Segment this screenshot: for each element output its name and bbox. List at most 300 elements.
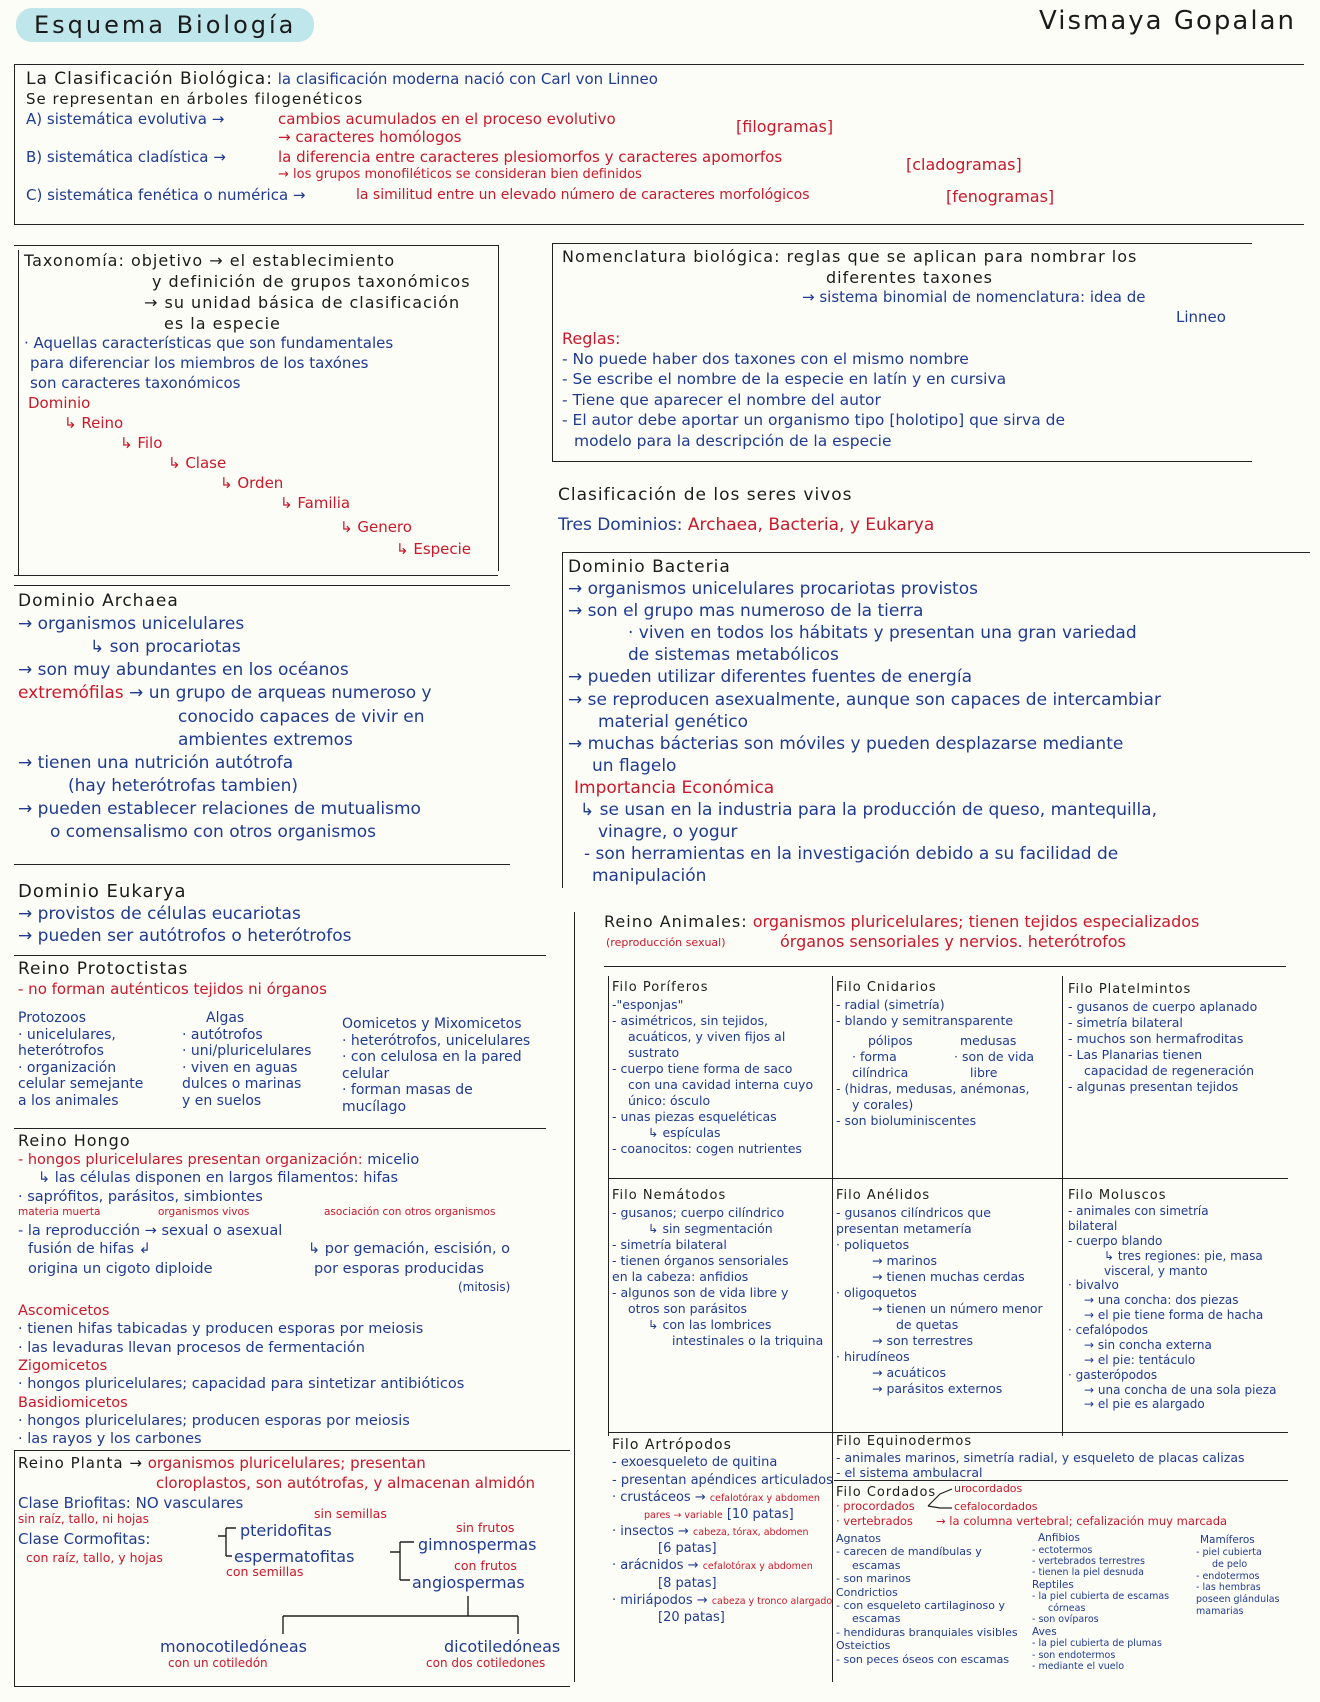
algas-column (182, 1010, 311, 1109)
filo-title: Filo Artrópodos (612, 1437, 732, 1453)
text-line: [10 patas] (726, 1506, 794, 1522)
pteridofitas: pteridofitas (240, 1521, 332, 1540)
text-line: · forman masas de (342, 1082, 473, 1099)
text-line: con un cotiledón (168, 1656, 268, 1670)
text-line: urocordados (954, 1482, 1023, 1495)
text-line: · crustáceos → (612, 1489, 706, 1505)
text-line: - exoesqueleto de quitina (612, 1455, 778, 1471)
text-line: organismos pluricelulares; presentan (147, 1454, 426, 1472)
extremofilas-label: extremófilas (18, 683, 124, 704)
eukarya-section (18, 880, 352, 948)
filo-poriferos (612, 980, 813, 1157)
text-line: · oligoquetos (836, 1284, 917, 1300)
divider (14, 1450, 15, 1686)
divider (18, 250, 19, 576)
text-line: - gusanos; cuerpo cilíndrico (612, 1204, 785, 1220)
rank-clase: ↳ Clase (168, 453, 227, 472)
text-line: micelio (367, 1152, 420, 1169)
text-line: escamas (852, 1612, 901, 1626)
divider (498, 245, 499, 571)
text-line: - no forman auténticos tejidos ni órganos (18, 980, 327, 999)
text-line: sin raíz, tallo, ni hojas (18, 1512, 149, 1526)
text-line: sustrato (628, 1044, 680, 1060)
filo-title: Filo Platelmintos (1068, 982, 1192, 997)
text-line: heterótrofos (18, 1043, 104, 1060)
text-line: (hay heterótrofas tambien) (68, 775, 299, 796)
divider (1062, 976, 1063, 1436)
divider (14, 585, 510, 586)
section-subtitle: la clasificación moderna nació con Carl von Linneo (277, 70, 658, 88)
intro-text: Se representan en árboles filogenéticos (26, 90, 364, 109)
text-line: dulces o marinas (182, 1076, 302, 1093)
text-a1: cambios acumulados en el proceso evolutivo (278, 110, 616, 129)
text-line: · miriápodos → (612, 1592, 708, 1608)
text-line: visceral, y manto (1104, 1263, 1208, 1278)
text-line: intestinales o la triquina (672, 1332, 824, 1348)
text-line: escamas (852, 1558, 901, 1572)
text-line: · viven en aguas (182, 1059, 298, 1076)
column-heading: Protozoos (18, 1010, 87, 1026)
divider (604, 966, 1286, 967)
class-heading: Mamíferos (1200, 1534, 1255, 1546)
text-line: · son de vida (954, 1048, 1035, 1064)
text-line: para diferenciar los miembros de los taxónes (30, 354, 369, 373)
reglas-heading: Reglas: (562, 328, 621, 348)
text-line: - la reproducción → sexual o asexual (18, 1222, 283, 1239)
protoctistas-section (18, 958, 327, 1000)
tag-b: [cladogramas] (906, 155, 1022, 175)
text-line: → provistos de células eucariotas (18, 904, 301, 925)
text-line: → el pie tiene forma de hacha (1084, 1308, 1264, 1323)
text-line: - hendiduras branquiales visibles (836, 1625, 1018, 1639)
text-line: - piel cubierta (1196, 1547, 1262, 1559)
rule-item: - El autor debe aportar un organismo tipo [holotipo] que sirva de (562, 411, 1065, 430)
text-line: a los animales (18, 1092, 119, 1109)
text-line: · viven en todos los hábitats y presentan una gran variedad (628, 623, 1137, 644)
divider (14, 64, 15, 224)
text-line: - tienen órganos sensoriales (612, 1252, 789, 1268)
taxonomia-section (24, 250, 471, 560)
text-line: → tienen un número menor (872, 1300, 1043, 1316)
text-line: - muchos son hermafroditas (1068, 1030, 1244, 1046)
text-line: - simetría bilateral (612, 1236, 727, 1252)
text-line: material genético (598, 711, 748, 732)
divider (552, 243, 1252, 244)
text-line: → marinos (872, 1252, 937, 1268)
text-line: con una cavidad interna cuyo (628, 1076, 814, 1092)
text-line: → son terrestres (872, 1332, 974, 1348)
section-title: La Clasificación Biológica: (26, 69, 273, 89)
text-line: de pelo (1212, 1558, 1248, 1570)
bacteria-section (568, 556, 1161, 887)
filo-cnidarios (836, 980, 1035, 1129)
text-line: · vertebrados (836, 1514, 913, 1528)
subgroup-heading: Zigomicetos (18, 1358, 108, 1375)
text-line: único: ósculo (628, 1092, 711, 1108)
protoctistas-title: Reino Protoctistas (18, 959, 189, 979)
planta-title: Reino Planta → (18, 1454, 143, 1472)
text-line: · Aquellas características que son fundamentales (24, 334, 394, 353)
text-line: ↳ son procariotas (90, 637, 241, 658)
text-line: · arácnidos → (612, 1558, 699, 1574)
text-line: (mitosis) (458, 1280, 511, 1295)
class-heading: Anfibios (1038, 1532, 1080, 1544)
animales-title: Reino Animales: (604, 912, 748, 931)
divider (562, 552, 563, 888)
tres-dominios-label: Tres Dominios: (558, 515, 683, 536)
divider (14, 1128, 546, 1129)
filo-moluscos (1068, 1188, 1276, 1412)
angiospermas: angiospermas (412, 1573, 525, 1592)
text-line: cabeza y tronco alargado (711, 1595, 833, 1607)
text-line: en la cabeza: anfidios (612, 1268, 749, 1284)
text-line: ↳ sin segmentación (648, 1220, 773, 1236)
hongo-title: Reino Hongo (18, 1131, 131, 1150)
text-line: y definición de grupos taxonómicos (152, 272, 471, 292)
text-b2: → los grupos monofiléticos se consideran bien definidos (278, 167, 642, 183)
text-line: - gusanos cilíndricos que (836, 1204, 991, 1220)
text-line: con dos cotiledones (426, 1656, 546, 1670)
divider (608, 1178, 1288, 1179)
tag-a: [filogramas] (736, 117, 834, 137)
text-line: → una concha: dos piezas (1084, 1293, 1239, 1308)
text-line: - blando y semitransparente (836, 1012, 1014, 1028)
text-line: otros son parásitos (628, 1300, 748, 1316)
column-heading: Oomicetos y Mixomicetos (342, 1016, 522, 1032)
text-line: · procordados (836, 1499, 915, 1513)
text-line: son caracteres taxonómicos (30, 374, 241, 393)
text-line: - son herramientas en la investigación debido a su facilidad de (584, 844, 1119, 865)
filo-equinodermos (836, 1434, 1245, 1480)
text-line: vinagre, o yogur (598, 822, 738, 843)
text-line: - (hidras, medusas, anémonas, (836, 1080, 1030, 1096)
text-line: mucílago (342, 1098, 407, 1115)
divider (608, 1432, 1288, 1433)
text-line: es la especie (164, 314, 281, 334)
text-line: ↳ tres regiones: pie, masa (1104, 1248, 1263, 1263)
eukarya-title: Dominio Eukarya (18, 881, 187, 902)
rank-genero: ↳ Genero (340, 517, 412, 536)
text-line: · bivalvo (1068, 1278, 1119, 1293)
taxonomy-hierarchy (24, 394, 471, 560)
planta-diagram (18, 1492, 561, 1682)
tres-dominios-value: Archaea, Bacteria, y Eukarya (687, 515, 935, 536)
rank-dominio: Dominio (28, 393, 91, 412)
text-line: - Las Planarias tienen (1068, 1046, 1203, 1062)
text-line: ↳ las células disponen en largos filamentos: hifas (38, 1170, 399, 1187)
text-line: → pueden ser autótrofos o heterótrofos (18, 926, 352, 947)
text-line: - tienen la piel desnuda (1032, 1567, 1144, 1579)
planta-section (18, 1454, 535, 1493)
divider (562, 552, 1310, 553)
text-line: → organismos unicelulares (18, 614, 245, 635)
text-line: cefalocordados (954, 1500, 1038, 1513)
text-line: - mediante el vuelo (1032, 1660, 1125, 1672)
text-line: cefalotórax y abdomen (709, 1492, 820, 1504)
filo-platelmintos (1068, 982, 1257, 1095)
text-line: mamarias (1196, 1605, 1244, 1617)
filo-title: Filo Equinodermos (836, 1434, 973, 1449)
rule-item: - No puede haber dos taxones con el mismo nombre (562, 349, 969, 368)
filo-title: Filo Poríferos (612, 980, 709, 995)
class-heading: Reptiles (1032, 1578, 1074, 1591)
filo-title: Filo Moluscos (1068, 1188, 1167, 1203)
text-line: de sistemas metabólicos (628, 645, 839, 666)
text-line: · las levaduras llevan procesos de fermentación (18, 1339, 365, 1356)
text-line: poseen glándulas (1196, 1594, 1280, 1606)
monocotiledoneas: monocotiledóneas (160, 1637, 307, 1656)
text-line: [8 patas] (658, 1575, 717, 1591)
text-line: - cuerpo blando (1068, 1233, 1163, 1248)
text-line: cefalotórax y abdomen (702, 1561, 813, 1573)
rank-reino: ↳ Reino (64, 413, 124, 432)
text-line: - animales marinos, simetría radial, y esqueleto de placas calizas (836, 1449, 1245, 1465)
text-line: → el pie: tentáculo (1084, 1352, 1196, 1367)
filo-cordados (836, 1484, 1286, 1684)
text-line: → tienen muchas cerdas (872, 1268, 1025, 1284)
text-line: ↳ con las lombrices (648, 1316, 772, 1332)
text-line: → muchas bácterias son móviles y pueden desplazarse mediante (568, 733, 1124, 754)
taxonomia-title: Taxonomía: objetivo → el establecimiento (24, 251, 396, 270)
rule-item: - Tiene que aparecer el nombre del autor (562, 390, 881, 409)
text-line: - son ovíparos (1032, 1614, 1099, 1626)
text-line: → el pie es alargado (1084, 1397, 1205, 1412)
text-line: manipulación (592, 866, 707, 887)
page-title: Esquema Biología (16, 8, 314, 42)
text-line: · cefalópodos (1068, 1323, 1149, 1338)
text-line: - radial (simetría) (836, 996, 945, 1012)
text-c1: la similitud entre un elevado número de caracteres morfológicos (356, 187, 810, 204)
text-a2: → caracteres homólogos (278, 128, 462, 147)
filo-title: Filo Anélidos (836, 1188, 931, 1203)
text-line: con semillas (226, 1564, 304, 1579)
oomicetos-column (342, 1016, 530, 1115)
reproduccion-detail (18, 1240, 511, 1302)
text-line: · hirudíneos (836, 1348, 910, 1364)
text-line: celular semejante (18, 1076, 144, 1093)
divider (14, 64, 1304, 65)
clasificacion-section (26, 68, 1055, 208)
text-line: bilateral (1068, 1218, 1118, 1233)
divider (14, 864, 510, 865)
seres-vivos-section (558, 484, 934, 537)
text-line: conocido capaces de vivir en (178, 706, 425, 727)
clase-briofitas: Clase Briofitas: NO vasculares (18, 1494, 244, 1512)
text-line: - hongos pluricelulares presentan organización: (18, 1152, 363, 1169)
divider (14, 245, 498, 246)
text-line: → pueden establecer relaciones de mutualismo (18, 798, 421, 819)
text-line: → la columna vertebral; cefalización muy marcada (936, 1514, 1228, 1528)
text-line: · heterótrofos, unicelulares (342, 1032, 531, 1049)
text-line: - la piel cubierta de plumas (1032, 1638, 1162, 1650)
text-line: cabeza, tórax, abdomen (693, 1527, 809, 1539)
divider (574, 912, 575, 1682)
label-b: B) sistemática cladística → (26, 148, 226, 167)
text-line: → sin concha externa (1084, 1337, 1212, 1352)
text-line: - son bioluminiscentes (836, 1112, 977, 1128)
text-line: origina un cigoto diploide (28, 1261, 213, 1278)
text-line: de quetas (896, 1316, 959, 1332)
gimnospermas: gimnospermas (418, 1535, 537, 1554)
text-line: - con esqueleto cartilaginoso y (836, 1599, 1005, 1613)
text-line: - las hembras (1196, 1582, 1261, 1594)
text-line: · hongos pluricelulares; capacidad para sintetizar antibióticos (18, 1376, 465, 1393)
class-heading: Aves (1032, 1625, 1057, 1638)
text-line: presentan metamería (836, 1220, 972, 1236)
archaea-title: Dominio Archaea (18, 591, 179, 611)
animales-section (604, 912, 1199, 954)
text-line: cilíndrica (852, 1064, 909, 1080)
text-line: · hongos pluricelulares; producen esporas por meiosis (18, 1412, 410, 1429)
divider (552, 243, 553, 461)
class-heading: Condrictios (836, 1585, 898, 1599)
filo-title: Filo Cordados (836, 1485, 937, 1500)
text-line: → se reproducen asexualmente, aunque son capaces de intercambiar (568, 689, 1161, 710)
text-line: con frutos (454, 1558, 517, 1573)
class-heading: Agnatos (836, 1532, 881, 1545)
text-line: · unicelulares, (18, 1026, 116, 1043)
text-line: → tienen una nutrición autótrofa (18, 752, 294, 773)
text-line: · saprófitos, parásitos, simbiontes (18, 1188, 263, 1205)
text-line: libre (970, 1064, 998, 1080)
text-line: (reproducción sexual) (606, 936, 726, 949)
text-line: diferentes taxones (826, 268, 993, 288)
divider (14, 1450, 570, 1451)
text-line: - animales con simetría (1068, 1204, 1209, 1219)
filo-title: Filo Cnidarios (836, 980, 937, 995)
text-line: sin semillas (314, 1506, 387, 1521)
filo-artropodos (612, 1436, 833, 1626)
protozoos-column (18, 1010, 143, 1109)
text-line: · uni/pluricelulares (182, 1043, 312, 1060)
text-line: → son muy abundantes en los océanos (18, 660, 349, 681)
planta-branch-lines (18, 1492, 561, 1682)
subgroup-heading: Ascomicetos (18, 1303, 110, 1320)
text-line: - ectotermos (1032, 1544, 1093, 1556)
text-line: o comensalismo con otros organismos (50, 822, 377, 843)
text-line: → organismos unicelulares procariotas provistos (568, 579, 978, 600)
text-line: -"esponjas" (612, 996, 684, 1012)
text-line: ↳ espículas (648, 1124, 721, 1140)
text-line: Linneo (1176, 308, 1226, 327)
text-line: - son marinos (836, 1572, 911, 1586)
divider (832, 976, 833, 1436)
clase-cormofitas: Clase Cormofitas: (18, 1530, 151, 1548)
nomenclatura-section (562, 246, 1226, 451)
text-line: sin frutos (456, 1520, 515, 1535)
subgroup-heading: Basidiomicetos (18, 1394, 128, 1411)
text-line: - el sistema ambulacral (836, 1465, 983, 1481)
label-a: A) sistemática evolutiva → (26, 110, 225, 129)
divider (14, 1686, 570, 1687)
text-line: - presentan apéndices articulados (612, 1472, 833, 1488)
text-line: · forma (852, 1048, 897, 1064)
tag: organismos vivos (158, 1205, 250, 1218)
divider (14, 575, 498, 576)
text-line: - algunos son de vida libre y (612, 1284, 789, 1300)
text-line: acuáticos, y viven fijos al (628, 1028, 786, 1044)
text-line: - unas piezas esqueléticas (612, 1108, 777, 1124)
importancia-heading: Importancia Económica (574, 777, 775, 798)
text-line: - endotermos (1196, 1570, 1260, 1582)
text-line: [6 patas] (658, 1541, 717, 1557)
column-heading: Algas (206, 1010, 245, 1026)
text-line: - son peces óseos con escamas (836, 1652, 1010, 1666)
tag: materia muerta (18, 1205, 101, 1218)
text-line: ↳ por gemación, escisión, o (308, 1241, 511, 1258)
divider (608, 976, 609, 1436)
text-line: · tienen hifas tabicadas y producen esporas por meiosis (18, 1321, 424, 1338)
text-line: por esporas producidas (314, 1261, 484, 1278)
text-line: celular (342, 1065, 390, 1082)
text-line: - coanocitos: cogen nutrientes (612, 1140, 802, 1156)
text-b1: la diferencia entre caracteres plesiomorfos y caracteres apomorfos (278, 148, 783, 167)
text-line: - algunas presentan tejidos (1068, 1078, 1239, 1094)
text-line: pólipos (868, 1032, 913, 1048)
text-line: ambientes extremos (178, 729, 353, 750)
rank-especie: ↳ Especie (396, 539, 472, 558)
divider (14, 224, 1304, 225)
text-line: - son endotermos (1032, 1649, 1116, 1661)
text-line: → pueden utilizar diferentes fuentes de energía (568, 667, 972, 688)
text-line: - la piel cubierta de escamas (1032, 1591, 1170, 1603)
rank-filo: ↳ Filo (120, 433, 163, 452)
rank-familia: ↳ Familia (280, 493, 351, 512)
text-line: · organización (18, 1059, 117, 1076)
text-line: medusas (960, 1032, 1017, 1048)
cordados-branch-lines (836, 1484, 1286, 1524)
filo-nematodos (612, 1188, 823, 1349)
filo-title: Filo Nemátodos (612, 1188, 727, 1203)
text-line: órganos sensoriales y nervios. heterótrofos (780, 932, 1126, 951)
class-heading: Osteictios (836, 1639, 891, 1653)
text-line: → acuáticos (872, 1364, 946, 1380)
text-line: - carecen de mandíbulas y (836, 1545, 982, 1559)
text-line: fusión de hifas ↲ (28, 1241, 151, 1258)
divider (14, 955, 546, 956)
seres-vivos-title: Clasificación de los seres vivos (558, 485, 853, 505)
text-line: un flagelo (592, 755, 677, 776)
text-line: pares → variable (644, 1509, 723, 1521)
filo-anelidos (836, 1188, 1043, 1397)
text-line: capacidad de regeneración (1084, 1062, 1255, 1078)
text-line: cloroplastos, son autótrofas, y almacenan almidón (156, 1473, 536, 1492)
rule-item: - Se escribe el nombre de la especie en latín y en cursiva (562, 370, 1007, 389)
divider (552, 461, 1252, 462)
hongo-section (18, 1131, 511, 1448)
author-name: Vismaya Gopalan (1039, 6, 1296, 36)
label-c: C) sistemática fenética o numérica → (26, 186, 306, 205)
text-line: organismos pluricelulares; tienen tejidos especializados (752, 912, 1200, 931)
text-line: · las rayos y los carbones (18, 1431, 202, 1448)
text-line: → su unidad básica de clasificación (144, 293, 461, 313)
text-line: córneas (1048, 1602, 1086, 1614)
hongo-tags (18, 1205, 496, 1222)
text-line: → una concha de una sola pieza (1084, 1382, 1277, 1397)
text-line: - simetría bilateral (1068, 1014, 1183, 1030)
dicotiledoneas: dicotiledóneas (444, 1637, 561, 1656)
rule-item: modelo para la descripción de la especie (574, 431, 892, 450)
espermatofitas: espermatofitas (234, 1547, 355, 1566)
text-line: · autótrofos (182, 1026, 263, 1043)
tag: asociación con otros organismos (324, 1205, 496, 1218)
text-line: ↳ se usan en la industria para la producción de queso, mantequilla, (580, 800, 1158, 821)
text-line: → son el grupo mas numeroso de la tierra (568, 601, 924, 622)
text-line: · poliquetos (836, 1236, 910, 1252)
text-line: → un grupo de arqueas numeroso y (129, 683, 432, 704)
text-line: [20 patas] (658, 1609, 725, 1625)
text-line: · gasterópodos (1068, 1367, 1158, 1382)
